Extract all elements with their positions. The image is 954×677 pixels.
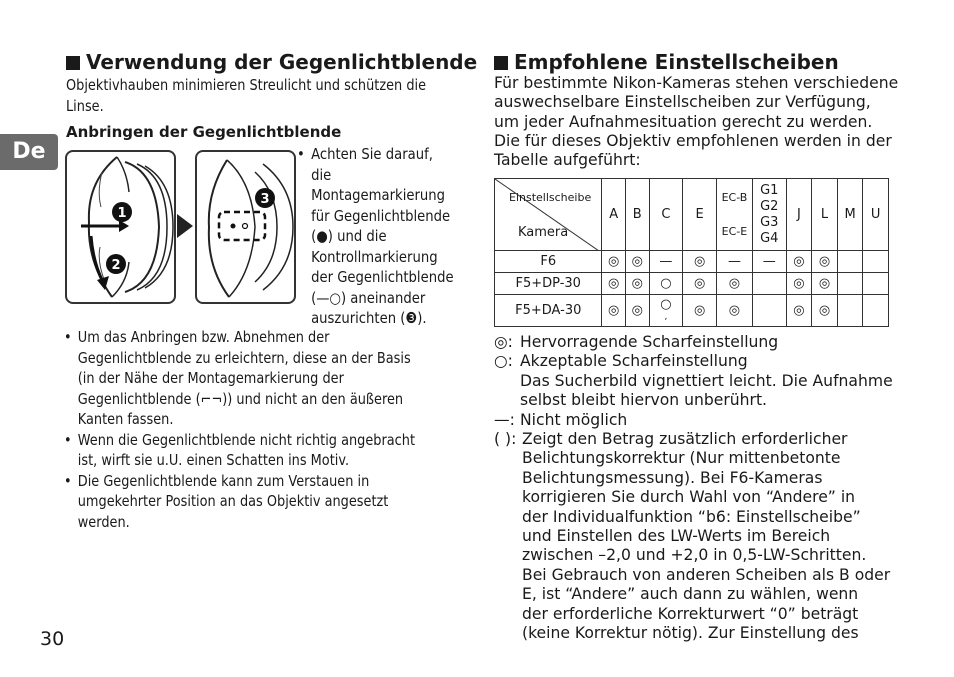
focusing-screen-table [494,178,889,327]
heading-square-icon [66,56,80,70]
column-header-ecb-ece: EC-B EC-E [717,179,753,251]
column-header: C [649,179,683,251]
column-header: B [625,179,649,251]
camera-cell: F5+DA-30 [495,295,602,327]
column-header: L [812,179,838,251]
table-header-row [495,179,889,251]
subheading-attach-hood: Anbringen der Gegenlichtblende [66,123,342,141]
column-header: E [683,179,717,251]
bullet-item: • Die Gegenlichtblende kann zum Verstauen in umgekehrter Position an das Objektiv angesetzt werden. [64,471,389,531]
page-number: 30 [40,628,65,650]
column-header: M [837,179,863,251]
f5da-c-cell: ○ , [649,295,683,327]
column-header: A [602,179,626,251]
heading-text: Verwendung der Gegenlichtblende [86,50,478,74]
legend-item: ( ): Zeigt den Betrag zusätzlich erforderlicher Belichtungskorrektur (Nur mittenbetonte Belichtungsmessung). Bei F6-Kameras korrigieren Sie durch Wahl von “Andere” in der Individualfunktion “b6: Einstellscheibe” und Einstellen des LW-Werts im Bereich zwischen –2,0 und +2,0 in 0,5-LW-Schritten. Bei Gebrauch von anderen Scheiben als B oder E, ist “Andere” auch dann zu wählen, wenn der erforderliche Korrekturwert “0” beträgt (keine Korrektur nötig). Zur Einstellung des [494,430,891,643]
language-tab: De [0,134,58,170]
bullet-item [297,144,473,329]
bullet-lines: Achten Sie darauf, die Montagemarkierung für Gegenlichtblende (●) und die Kontrollmarkierung der Gegenlichtblende (—○) aneinander auszurichten (❸). [311,145,454,327]
table-corner-cell [495,179,602,251]
heading-text: Empfohlene Einstellscheiben [514,50,839,74]
corner-diagonal [495,179,599,251]
camera-cell: F5+DP-30 [495,273,602,295]
camera-cell: F6 [495,251,602,273]
legend-item: ◎: Hervorragende Scharfeinstellung [494,333,779,351]
column-header-g: G1 G2 G3 G4 [752,179,786,251]
table-row: F5+DP-30 ◎ ◎ ○ ◎ ◎ ◎ ◎ [495,273,889,295]
bullet-dot-icon: • [64,430,72,449]
corner-label-screen: Einstellscheibe [509,191,592,204]
heading-square-icon [494,56,508,70]
section-heading-lens-hood [66,50,477,74]
legend-item: —: Nicht möglich [494,410,628,429]
marker-1: 1 [117,206,127,221]
intro-line: Linse. [66,96,104,115]
lens-hood-tips-list [64,327,451,532]
marker-2: 2 [111,258,121,273]
next-step-arrow-icon [176,214,194,238]
column-header: U [863,179,889,251]
lens-hood-intro [66,75,462,116]
table-legend [494,333,904,644]
bullet-item: • Um das Anbringen bzw. Abnehmen der Gegenlichtblende zu erleichtern, diese an der Basis (in der Nähe der Montagemarkierung der Gegenlichtblende (⌐¬)) und nicht an den äußeren Kanten fassen. [64,328,411,428]
marker-3: 3 [260,192,270,207]
bullet-dot-icon: • [64,471,72,490]
column-header: J [786,179,812,251]
bullet-item: • Wenn die Gegenlichtblende nicht richtig angebracht ist, wirft sie u.U. einen Schatten ins Motiv. [64,430,416,469]
intro-line: Objektivhauben minimieren Streulicht und schützen die [66,76,427,94]
bullet-dot-icon: • [297,145,305,163]
illustration-attach-hood [65,150,176,304]
bullet-dot-icon: • [64,328,72,346]
hood-attach-drawing [67,152,174,302]
legend-item: ○: Akzeptable Scharfeinstellung Das Sucherbild vignettiert leicht. Die Aufnahme selbst bleibt hiervon unberührt. [494,352,893,410]
hood-align-drawing [197,152,294,302]
corner-label-camera: Kamera [518,225,569,240]
side-bullet-align [297,144,473,329]
focusing-screens-intro: Für bestimmte Nikon-Kameras stehen verschiedene auswechselbare Einstellscheiben zur Verfügung, um jeder Aufnahmesituation gerecht zu werden. Die für dieses Objektiv empfohlenen werden in der Tabelle aufgeführt: [494,74,899,170]
table-row: F6 ◎ ◎ — ◎ — — ◎ ◎ [495,251,889,273]
illustration-align-marks [195,150,296,304]
section-heading-focusing-screens [494,50,839,74]
table-row: F5+DA-30 ◎ ◎ ○ , ◎ ◎ ◎ ◎ [495,295,889,327]
